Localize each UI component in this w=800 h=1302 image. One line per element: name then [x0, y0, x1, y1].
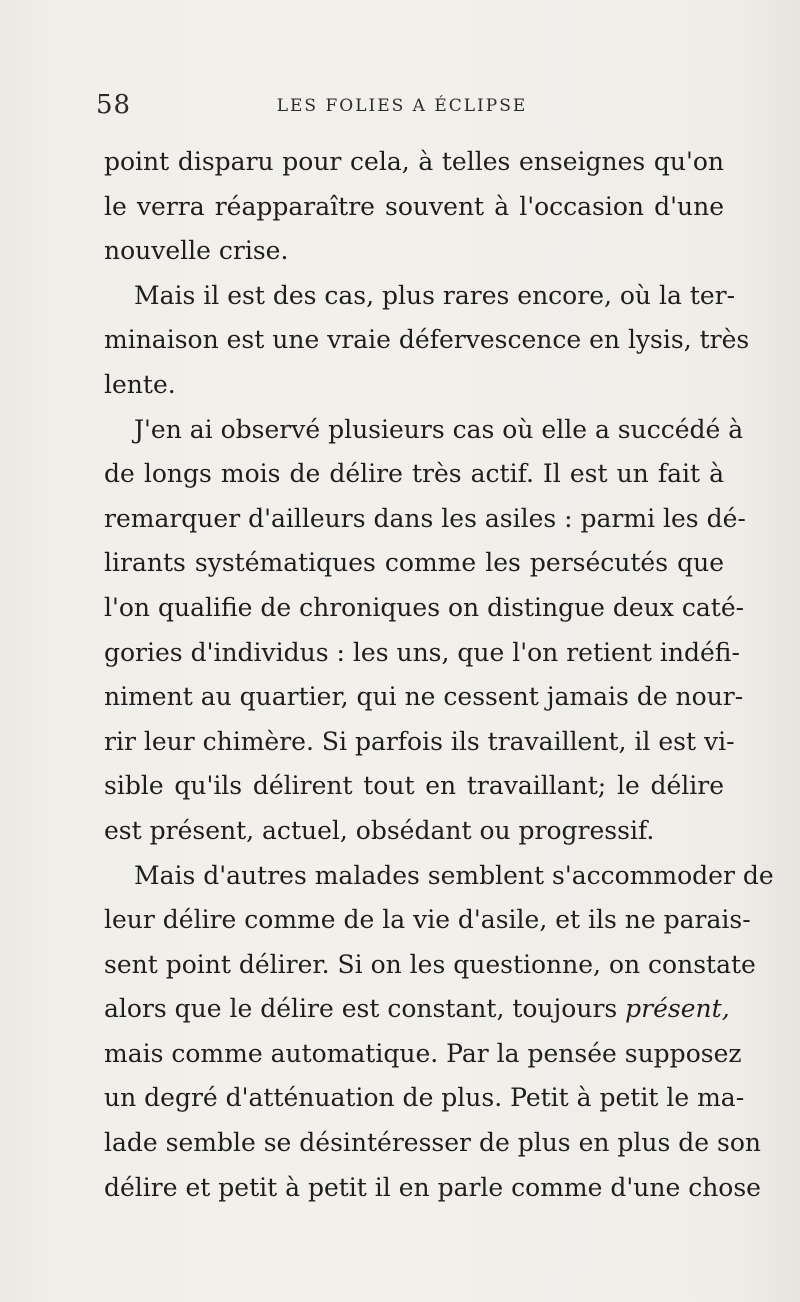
text-line: J'en ai observé plusieurs cas où elle a succédé à: [134, 414, 744, 444]
text-line: lirants systématiques comme les persécutés que: [104, 548, 724, 578]
running-head: LES FOLIES A ÉCLIPSE: [276, 96, 528, 116]
text-line-with-italic: [104, 987, 730, 1032]
page-number: 58: [96, 90, 132, 120]
text-line: rir leur chimère. Si parfois ils travaillent, il est vi-: [104, 726, 735, 756]
body-text: [104, 140, 774, 1210]
text-line: l'on qualifie de chroniques on distingue deux caté-: [104, 592, 745, 622]
text-segment: alors que le délire est constant, toujours: [104, 994, 626, 1024]
page-header: [96, 90, 708, 130]
italic-word: présent,: [625, 994, 730, 1024]
text-line: mais comme automatique. Par la pensée supposez: [104, 1038, 742, 1068]
text-line: gories d'individus : les uns, que l'on retient indéfi-: [104, 637, 740, 667]
text-line: Mais d'autres malades semblent s'accommoder de: [134, 860, 774, 890]
text-line: délire et petit à petit il en parle comme d'une chose: [104, 1172, 761, 1202]
text-line: sible qu'ils délirent tout en travaillant; le délire: [104, 771, 724, 801]
text-line: leur délire comme de la vie d'asile, et ils ne parais-: [104, 905, 751, 935]
text-line: un degré d'atténuation de plus. Petit à petit le ma-: [104, 1083, 745, 1113]
text-line: Mais il est des cas, plus rares encore, où la ter-: [134, 280, 736, 310]
text-line: point disparu pour cela, à telles enseignes qu'on: [104, 147, 724, 176]
text-line: niment au quartier, qui ne cessent jamais de nour-: [104, 682, 744, 712]
text-line: lente.: [104, 369, 176, 399]
text-line: minaison est une vraie défervescence en lysis, très: [104, 325, 750, 355]
text-line: le verra réapparaître souvent à l'occasion d'une: [104, 191, 724, 221]
text-line: nouvelle crise.: [104, 236, 289, 266]
text-line: est présent, actuel, obsédant ou progressif.: [104, 815, 655, 845]
text-line: sent point délirer. Si on les questionne, on constate: [104, 949, 756, 979]
text-line: lade semble se désintéresser de plus en plus de son: [104, 1128, 762, 1158]
text-line: de longs mois de délire très actif. Il est un fait à: [104, 459, 724, 489]
text-line: remarquer d'ailleurs dans les asiles : parmi les dé-: [104, 503, 746, 533]
